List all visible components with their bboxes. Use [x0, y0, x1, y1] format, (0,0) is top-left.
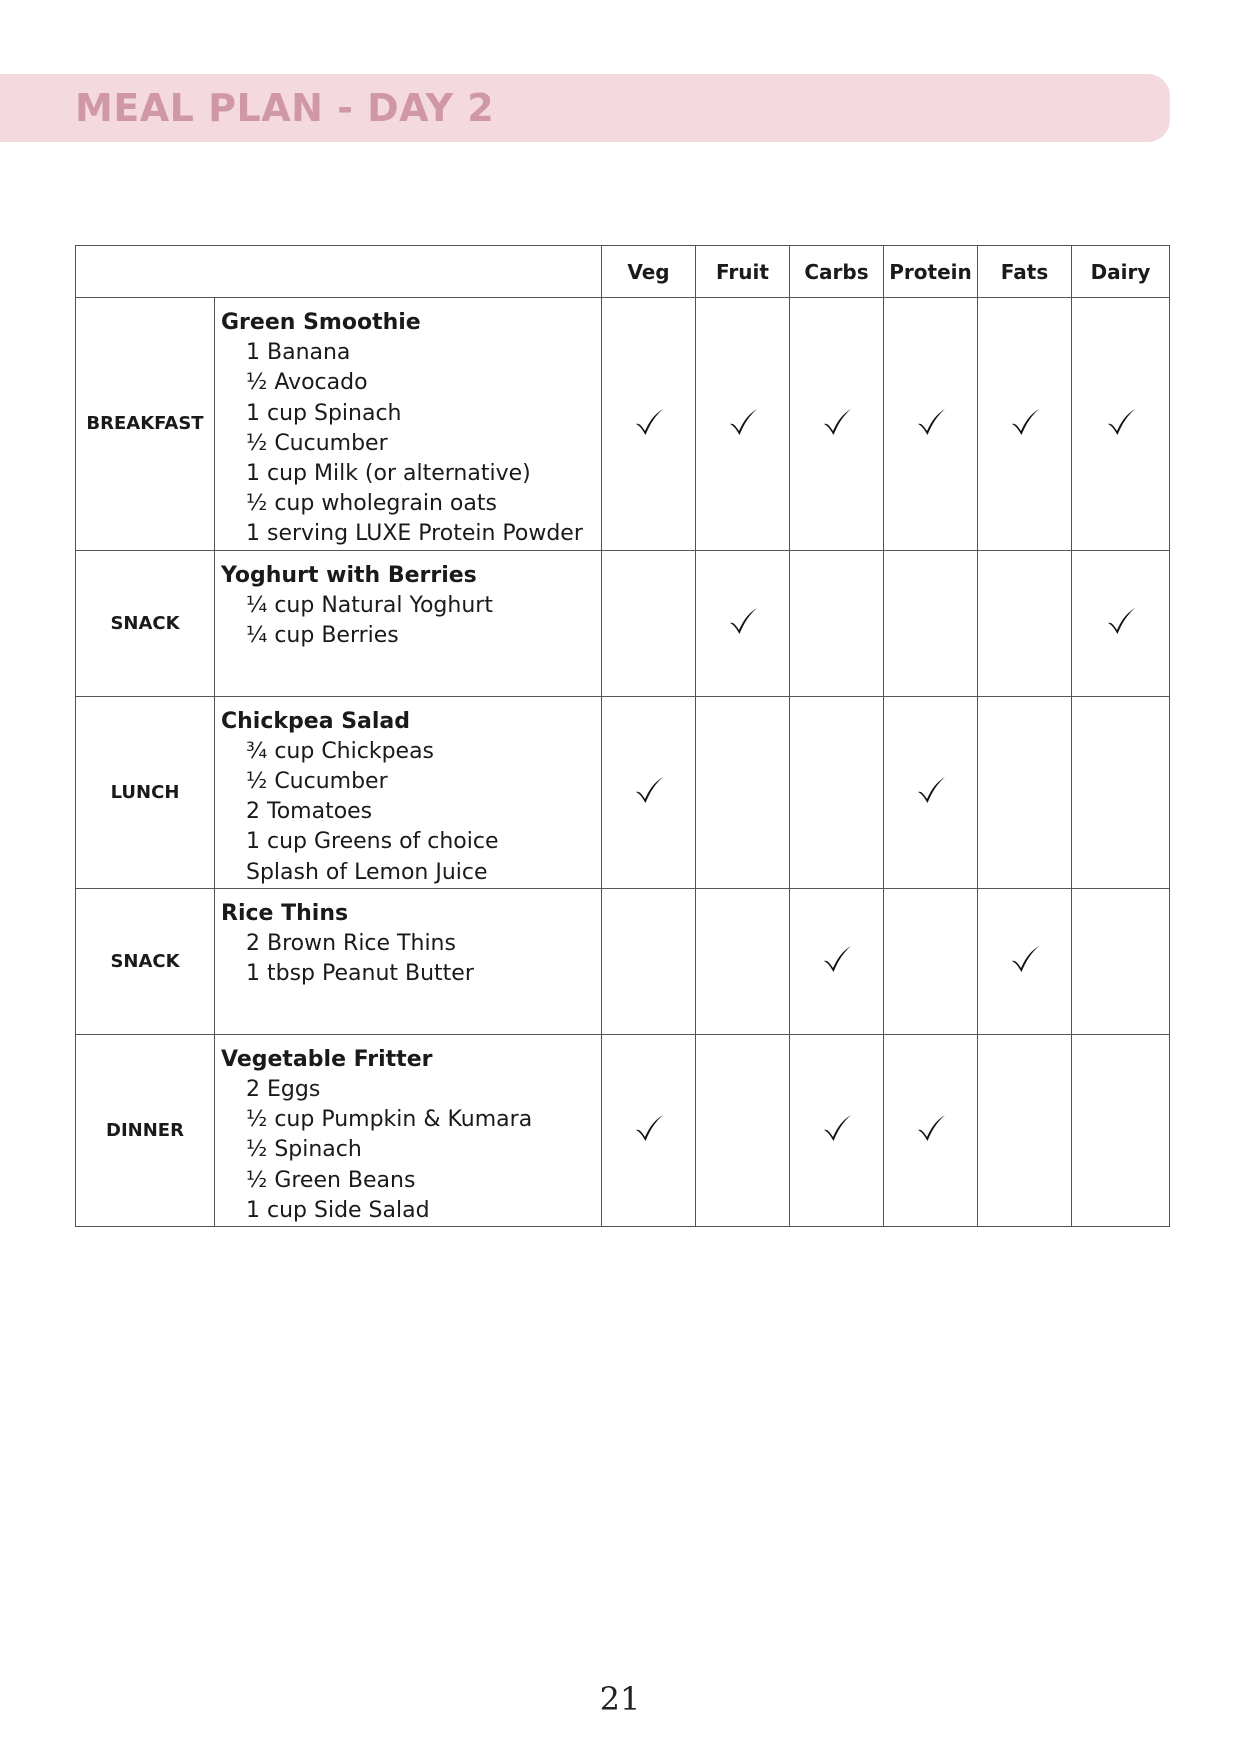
check-cell-fruit: [696, 298, 790, 551]
check-mark-icon: [915, 774, 947, 806]
ingredient-list: [221, 591, 595, 651]
ingredient-item: Splash of Lemon Juice: [246, 859, 488, 885]
meal-label: DINNER: [76, 1034, 215, 1226]
check-cell-fats: [978, 888, 1072, 1034]
check-mark-icon: [727, 406, 759, 438]
check-cell-veg: [602, 1034, 696, 1226]
check-cell-protein: [884, 298, 978, 551]
page-title: MEAL PLAN - DAY 2: [75, 86, 495, 130]
check-cell-protein: [884, 550, 978, 696]
ingredient-item: ¼ cup Berries: [246, 623, 399, 649]
check-mark-icon: [1105, 406, 1137, 438]
check-cell-fruit: [696, 696, 790, 888]
dish-name: Rice Thins: [221, 900, 349, 926]
check-cell-carbs: [790, 298, 884, 551]
check-cell-dairy: [1072, 696, 1170, 888]
check-cell-fats: [978, 298, 1072, 551]
ingredient-item: ½ cup wholegrain oats: [246, 491, 497, 517]
column-header-dairy: Dairy: [1072, 246, 1170, 298]
check-mark-icon: [633, 1112, 665, 1144]
dish-name: Vegetable Fritter: [221, 1046, 433, 1072]
ingredient-item: 2 Brown Rice Thins: [246, 931, 456, 957]
column-header-fruit: Fruit: [696, 246, 790, 298]
ingredient-item: 1 cup Side Salad: [246, 1197, 430, 1223]
dish-name: Green Smoothie: [221, 310, 421, 335]
meal-label: SNACK: [76, 550, 215, 696]
meal-description: [215, 298, 602, 551]
table-header-row: [76, 246, 1170, 298]
check-mark-icon: [1009, 943, 1041, 975]
column-header-protein: Protein: [884, 246, 978, 298]
meal-plan-table: [75, 245, 1170, 1227]
check-cell-carbs: [790, 1034, 884, 1226]
ingredient-item: 1 serving LUXE Protein Powder: [246, 521, 583, 547]
check-mark-icon: [727, 605, 759, 637]
ingredient-item: ½ Cucumber: [246, 430, 388, 456]
check-cell-carbs: [790, 550, 884, 696]
ingredient-item: 2 Eggs: [246, 1077, 321, 1103]
check-cell-dairy: [1072, 1034, 1170, 1226]
check-cell-veg: [602, 550, 696, 696]
check-mark-icon: [821, 1112, 853, 1144]
check-mark-icon: [915, 1112, 947, 1144]
title-banner: [0, 74, 1170, 142]
check-mark-icon: [821, 943, 853, 975]
header-blank-cell: [76, 246, 602, 298]
ingredient-item: ½ Spinach: [246, 1137, 362, 1163]
check-cell-dairy: [1072, 298, 1170, 551]
check-cell-fruit: [696, 1034, 790, 1226]
ingredient-item: ½ cup Pumpkin & Kumara: [246, 1107, 533, 1133]
ingredient-list: [221, 929, 595, 989]
ingredient-item: ¼ cup Natural Yoghurt: [246, 592, 493, 618]
ingredient-list: [221, 338, 595, 549]
check-mark-icon: [1009, 406, 1041, 438]
ingredient-item: 1 cup Greens of choice: [246, 829, 499, 855]
check-cell-protein: [884, 1034, 978, 1226]
meal-description: [215, 1034, 602, 1226]
ingredient-item: 1 tbsp Peanut Butter: [246, 961, 474, 987]
table-row: [76, 298, 1170, 551]
check-cell-veg: [602, 298, 696, 551]
column-header-fats: Fats: [978, 246, 1072, 298]
ingredient-item: ½ Cucumber: [246, 769, 388, 795]
ingredient-item: 1 cup Spinach: [246, 400, 402, 426]
check-cell-protein: [884, 888, 978, 1034]
column-header-veg: Veg: [602, 246, 696, 298]
page-number: 21: [599, 1680, 641, 1718]
ingredient-item: ¾ cup Chickpeas: [246, 738, 435, 764]
check-cell-fats: [978, 696, 1072, 888]
check-cell-veg: [602, 696, 696, 888]
ingredient-list: [221, 1075, 595, 1226]
ingredient-item: 2 Tomatoes: [246, 799, 373, 825]
check-cell-carbs: [790, 888, 884, 1034]
meal-label: BREAKFAST: [76, 298, 215, 551]
ingredient-item: ½ Green Beans: [246, 1167, 416, 1193]
dish-name: Yoghurt with Berries: [221, 562, 477, 588]
dish-name: Chickpea Salad: [221, 708, 411, 734]
meal-description: [215, 696, 602, 888]
check-mark-icon: [915, 406, 947, 438]
ingredient-item: ½ Avocado: [246, 370, 368, 396]
column-header-carbs: Carbs: [790, 246, 884, 298]
check-mark-icon: [633, 774, 665, 806]
check-cell-fruit: [696, 888, 790, 1034]
table-row: [76, 696, 1170, 888]
table-row: [76, 1034, 1170, 1226]
check-cell-dairy: [1072, 550, 1170, 696]
check-cell-fats: [978, 1034, 1072, 1226]
check-mark-icon: [1105, 605, 1137, 637]
check-cell-carbs: [790, 696, 884, 888]
ingredient-list: [221, 737, 595, 888]
ingredient-item: 1 cup Milk (or alternative): [246, 461, 531, 487]
check-cell-protein: [884, 696, 978, 888]
table-row: [76, 550, 1170, 696]
check-mark-icon: [821, 406, 853, 438]
table-row: [76, 888, 1170, 1034]
check-cell-fats: [978, 550, 1072, 696]
meal-description: [215, 550, 602, 696]
check-cell-dairy: [1072, 888, 1170, 1034]
meal-label: SNACK: [76, 888, 215, 1034]
meal-label: LUNCH: [76, 696, 215, 888]
meal-description: [215, 888, 602, 1034]
check-cell-veg: [602, 888, 696, 1034]
check-cell-fruit: [696, 550, 790, 696]
check-mark-icon: [633, 406, 665, 438]
ingredient-item: 1 Banana: [246, 340, 351, 366]
